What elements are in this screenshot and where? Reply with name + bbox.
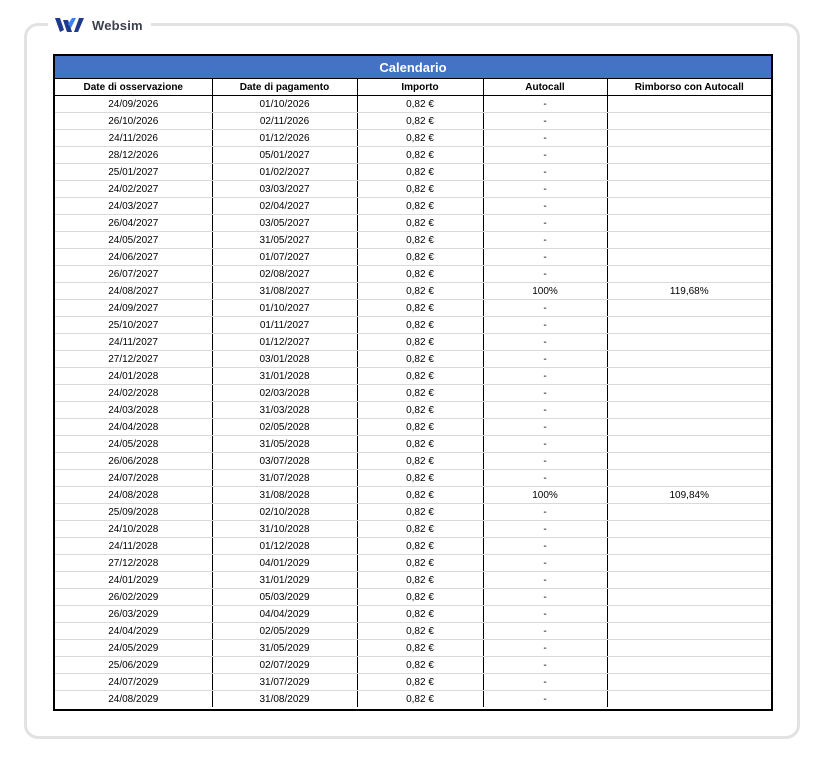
table-row bbox=[55, 385, 771, 402]
table-cell: 24/05/2029 bbox=[55, 640, 212, 657]
table-cell bbox=[607, 300, 771, 317]
table-cell bbox=[607, 113, 771, 130]
table-cell: 01/12/2027 bbox=[212, 334, 357, 351]
table-cell: 24/03/2027 bbox=[55, 198, 212, 215]
table-cell: - bbox=[483, 96, 607, 113]
table-row bbox=[55, 249, 771, 266]
table-cell: 04/01/2029 bbox=[212, 555, 357, 572]
table-cell: 0,82 € bbox=[357, 164, 483, 181]
table-cell: - bbox=[483, 521, 607, 538]
table-cell: - bbox=[483, 164, 607, 181]
table-cell: 02/05/2028 bbox=[212, 419, 357, 436]
table-cell: 01/12/2026 bbox=[212, 130, 357, 147]
table-cell: 25/01/2027 bbox=[55, 164, 212, 181]
table-cell bbox=[607, 317, 771, 334]
table-cell: 0,82 € bbox=[357, 181, 483, 198]
table-cell bbox=[607, 351, 771, 368]
table-cell: 0,82 € bbox=[357, 436, 483, 453]
table-cell: - bbox=[483, 368, 607, 385]
table-cell: 0,82 € bbox=[357, 572, 483, 589]
table-cell: - bbox=[483, 555, 607, 572]
table-cell: 24/05/2028 bbox=[55, 436, 212, 453]
table-cell: 24/03/2028 bbox=[55, 402, 212, 419]
calendar-table bbox=[55, 56, 771, 707]
table-cell: 02/05/2029 bbox=[212, 623, 357, 640]
table-cell: 31/01/2028 bbox=[212, 368, 357, 385]
table-cell: 24/11/2028 bbox=[55, 538, 212, 555]
table-cell: 0,82 € bbox=[357, 317, 483, 334]
table-cell: - bbox=[483, 198, 607, 215]
table-row bbox=[55, 368, 771, 385]
table-cell: 01/11/2027 bbox=[212, 317, 357, 334]
table-cell bbox=[607, 589, 771, 606]
table-cell: 0,82 € bbox=[357, 555, 483, 572]
table-row bbox=[55, 147, 771, 164]
table-cell: 0,82 € bbox=[357, 538, 483, 555]
table-cell: 0,82 € bbox=[357, 385, 483, 402]
table-cell bbox=[607, 232, 771, 249]
table-row bbox=[55, 657, 771, 674]
table-cell bbox=[607, 436, 771, 453]
table-cell: 0,82 € bbox=[357, 215, 483, 232]
table-cell: 24/01/2028 bbox=[55, 368, 212, 385]
table-cell: - bbox=[483, 691, 607, 708]
table-cell: 28/12/2026 bbox=[55, 147, 212, 164]
table-row bbox=[55, 232, 771, 249]
table-cell: - bbox=[483, 130, 607, 147]
table-cell: 24/04/2028 bbox=[55, 419, 212, 436]
table-cell: 24/02/2027 bbox=[55, 181, 212, 198]
table-cell: 02/04/2027 bbox=[212, 198, 357, 215]
table-row bbox=[55, 351, 771, 368]
table-cell: 31/07/2028 bbox=[212, 470, 357, 487]
table-cell: 0,82 € bbox=[357, 232, 483, 249]
table-cell: 24/11/2027 bbox=[55, 334, 212, 351]
table-cell: 26/07/2027 bbox=[55, 266, 212, 283]
table-cell bbox=[607, 181, 771, 198]
table-cell: 0,82 € bbox=[357, 657, 483, 674]
table-cell: 0,82 € bbox=[357, 96, 483, 113]
table-cell: 0,82 € bbox=[357, 419, 483, 436]
table-cell: 24/07/2029 bbox=[55, 674, 212, 691]
table-cell bbox=[607, 164, 771, 181]
table-cell: 02/07/2029 bbox=[212, 657, 357, 674]
table-cell: 0,82 € bbox=[357, 674, 483, 691]
table-cell: - bbox=[483, 385, 607, 402]
table-cell bbox=[607, 538, 771, 555]
table-cell: - bbox=[483, 589, 607, 606]
table-cell: - bbox=[483, 266, 607, 283]
websim-logo bbox=[48, 14, 151, 36]
table-row bbox=[55, 691, 771, 708]
table-cell: 0,82 € bbox=[357, 487, 483, 504]
table-cell: 26/10/2026 bbox=[55, 113, 212, 130]
table-cell: 0,82 € bbox=[357, 283, 483, 300]
table-cell bbox=[607, 385, 771, 402]
table-cell bbox=[607, 572, 771, 589]
table-cell: - bbox=[483, 147, 607, 164]
table-cell: 0,82 € bbox=[357, 470, 483, 487]
table-cell bbox=[607, 368, 771, 385]
table-cell bbox=[607, 606, 771, 623]
table-row bbox=[55, 470, 771, 487]
table-row bbox=[55, 215, 771, 232]
table-row bbox=[55, 164, 771, 181]
table-cell: 31/08/2027 bbox=[212, 283, 357, 300]
table-cell bbox=[607, 419, 771, 436]
table-cell: 27/12/2027 bbox=[55, 351, 212, 368]
table-cell: 25/10/2027 bbox=[55, 317, 212, 334]
table-cell: - bbox=[483, 504, 607, 521]
table-cell: - bbox=[483, 113, 607, 130]
table-cell: 31/05/2028 bbox=[212, 436, 357, 453]
column-header: Rimborso con Autocall bbox=[607, 79, 771, 96]
table-cell: - bbox=[483, 453, 607, 470]
table-row bbox=[55, 283, 771, 300]
table-cell: 26/03/2029 bbox=[55, 606, 212, 623]
table-row bbox=[55, 198, 771, 215]
table-cell: - bbox=[483, 606, 607, 623]
table-cell: 0,82 € bbox=[357, 249, 483, 266]
table-cell: - bbox=[483, 300, 607, 317]
table-cell: 100% bbox=[483, 487, 607, 504]
table-cell: - bbox=[483, 572, 607, 589]
table-cell: - bbox=[483, 623, 607, 640]
table-cell: 0,82 € bbox=[357, 402, 483, 419]
table-cell: 24/04/2029 bbox=[55, 623, 212, 640]
table-cell: - bbox=[483, 538, 607, 555]
table-cell bbox=[607, 674, 771, 691]
table-header-row bbox=[55, 79, 771, 96]
table-row bbox=[55, 487, 771, 504]
table-cell: 24/05/2027 bbox=[55, 232, 212, 249]
table-cell: 25/09/2028 bbox=[55, 504, 212, 521]
table-row bbox=[55, 419, 771, 436]
table-cell: 31/10/2028 bbox=[212, 521, 357, 538]
table-cell: - bbox=[483, 470, 607, 487]
table-row bbox=[55, 266, 771, 283]
table-cell: 31/08/2028 bbox=[212, 487, 357, 504]
table-cell: - bbox=[483, 249, 607, 266]
table-body bbox=[55, 96, 771, 708]
table-cell: 0,82 € bbox=[357, 351, 483, 368]
table-cell: 0,82 € bbox=[357, 453, 483, 470]
table-cell: 24/08/2027 bbox=[55, 283, 212, 300]
table-cell bbox=[607, 504, 771, 521]
table-cell bbox=[607, 130, 771, 147]
table-row bbox=[55, 606, 771, 623]
table-cell: 0,82 € bbox=[357, 147, 483, 164]
table-cell: 31/01/2029 bbox=[212, 572, 357, 589]
table-cell: 119,68% bbox=[607, 283, 771, 300]
column-header: Date di pagamento bbox=[212, 79, 357, 96]
column-header: Autocall bbox=[483, 79, 607, 96]
logo-text: Websim bbox=[92, 17, 143, 33]
table-cell: 0,82 € bbox=[357, 606, 483, 623]
table-cell: 24/08/2029 bbox=[55, 691, 212, 708]
table-row bbox=[55, 623, 771, 640]
table-cell: - bbox=[483, 215, 607, 232]
table-cell: 31/05/2027 bbox=[212, 232, 357, 249]
websim-logo-icon bbox=[54, 16, 88, 34]
table-cell: 04/04/2029 bbox=[212, 606, 357, 623]
table-cell: - bbox=[483, 674, 607, 691]
table-cell: 01/07/2027 bbox=[212, 249, 357, 266]
table-cell bbox=[607, 453, 771, 470]
table-cell bbox=[607, 555, 771, 572]
table-cell bbox=[607, 198, 771, 215]
table-cell bbox=[607, 147, 771, 164]
column-header: Date di osservazione bbox=[55, 79, 212, 96]
table-cell: 03/07/2028 bbox=[212, 453, 357, 470]
table-cell: 24/01/2029 bbox=[55, 572, 212, 589]
table-row bbox=[55, 96, 771, 113]
table-cell: 05/03/2029 bbox=[212, 589, 357, 606]
table-cell: 24/08/2028 bbox=[55, 487, 212, 504]
table-cell bbox=[607, 334, 771, 351]
table-cell bbox=[607, 96, 771, 113]
table-cell: 03/03/2027 bbox=[212, 181, 357, 198]
table-cell bbox=[607, 470, 771, 487]
table-row bbox=[55, 555, 771, 572]
table-row bbox=[55, 436, 771, 453]
table-row bbox=[55, 300, 771, 317]
table-cell: 24/09/2026 bbox=[55, 96, 212, 113]
table-cell: - bbox=[483, 436, 607, 453]
table-cell: - bbox=[483, 402, 607, 419]
table-cell: 31/07/2029 bbox=[212, 674, 357, 691]
table-cell: 100% bbox=[483, 283, 607, 300]
table-cell bbox=[607, 266, 771, 283]
table-cell: 03/01/2028 bbox=[212, 351, 357, 368]
table-cell bbox=[607, 640, 771, 657]
table-cell: 0,82 € bbox=[357, 640, 483, 657]
table-cell: 24/02/2028 bbox=[55, 385, 212, 402]
table-cell: 01/02/2027 bbox=[212, 164, 357, 181]
table-cell: - bbox=[483, 334, 607, 351]
table-cell: 0,82 € bbox=[357, 130, 483, 147]
table-row bbox=[55, 589, 771, 606]
table-cell: 0,82 € bbox=[357, 266, 483, 283]
table-cell: 31/05/2029 bbox=[212, 640, 357, 657]
table-cell: 109,84% bbox=[607, 487, 771, 504]
table-cell: 0,82 € bbox=[357, 300, 483, 317]
table-cell: 05/01/2027 bbox=[212, 147, 357, 164]
table-cell: 24/09/2027 bbox=[55, 300, 212, 317]
table-cell: 24/10/2028 bbox=[55, 521, 212, 538]
table-cell: 25/06/2029 bbox=[55, 657, 212, 674]
table-cell: 03/05/2027 bbox=[212, 215, 357, 232]
table-cell bbox=[607, 521, 771, 538]
table-cell: 0,82 € bbox=[357, 589, 483, 606]
table-cell: 0,82 € bbox=[357, 113, 483, 130]
table-cell: 0,82 € bbox=[357, 623, 483, 640]
table-title: Calendario bbox=[55, 56, 771, 79]
table-row bbox=[55, 504, 771, 521]
table-row bbox=[55, 640, 771, 657]
table-cell: 0,82 € bbox=[357, 198, 483, 215]
table-cell: 01/10/2027 bbox=[212, 300, 357, 317]
table-row bbox=[55, 334, 771, 351]
table-cell bbox=[607, 215, 771, 232]
table-cell: 0,82 € bbox=[357, 521, 483, 538]
table-cell: 01/12/2028 bbox=[212, 538, 357, 555]
table-cell: - bbox=[483, 317, 607, 334]
table-cell: - bbox=[483, 181, 607, 198]
table-row bbox=[55, 113, 771, 130]
table-cell bbox=[607, 402, 771, 419]
table-cell: 02/11/2026 bbox=[212, 113, 357, 130]
table-cell: 02/03/2028 bbox=[212, 385, 357, 402]
table-cell: 26/02/2029 bbox=[55, 589, 212, 606]
table-row bbox=[55, 538, 771, 555]
table-cell: 26/06/2028 bbox=[55, 453, 212, 470]
table-row bbox=[55, 521, 771, 538]
table-cell: 24/11/2026 bbox=[55, 130, 212, 147]
table-cell: - bbox=[483, 640, 607, 657]
table-cell: - bbox=[483, 419, 607, 436]
table-cell: 27/12/2028 bbox=[55, 555, 212, 572]
table-row bbox=[55, 317, 771, 334]
table-cell: 26/04/2027 bbox=[55, 215, 212, 232]
table-row bbox=[55, 130, 771, 147]
table-cell: 0,82 € bbox=[357, 504, 483, 521]
table-cell: 24/06/2027 bbox=[55, 249, 212, 266]
table-cell: 24/07/2028 bbox=[55, 470, 212, 487]
table-cell: 0,82 € bbox=[357, 368, 483, 385]
table-cell: - bbox=[483, 657, 607, 674]
table-cell bbox=[607, 249, 771, 266]
table-cell: 02/08/2027 bbox=[212, 266, 357, 283]
table-cell: - bbox=[483, 232, 607, 249]
table-cell: 01/10/2026 bbox=[212, 96, 357, 113]
table-row bbox=[55, 572, 771, 589]
table-row bbox=[55, 402, 771, 419]
table-cell bbox=[607, 691, 771, 708]
table-row bbox=[55, 674, 771, 691]
table-cell: 0,82 € bbox=[357, 334, 483, 351]
table-cell: 31/03/2028 bbox=[212, 402, 357, 419]
table-cell: 02/10/2028 bbox=[212, 504, 357, 521]
table-cell bbox=[607, 623, 771, 640]
table-row bbox=[55, 181, 771, 198]
column-header: Importo bbox=[357, 79, 483, 96]
table-row bbox=[55, 453, 771, 470]
table-cell: - bbox=[483, 351, 607, 368]
table-cell bbox=[607, 657, 771, 674]
table-cell: 0,82 € bbox=[357, 691, 483, 708]
calendar-table-container bbox=[53, 54, 773, 711]
table-cell: 31/08/2029 bbox=[212, 691, 357, 708]
